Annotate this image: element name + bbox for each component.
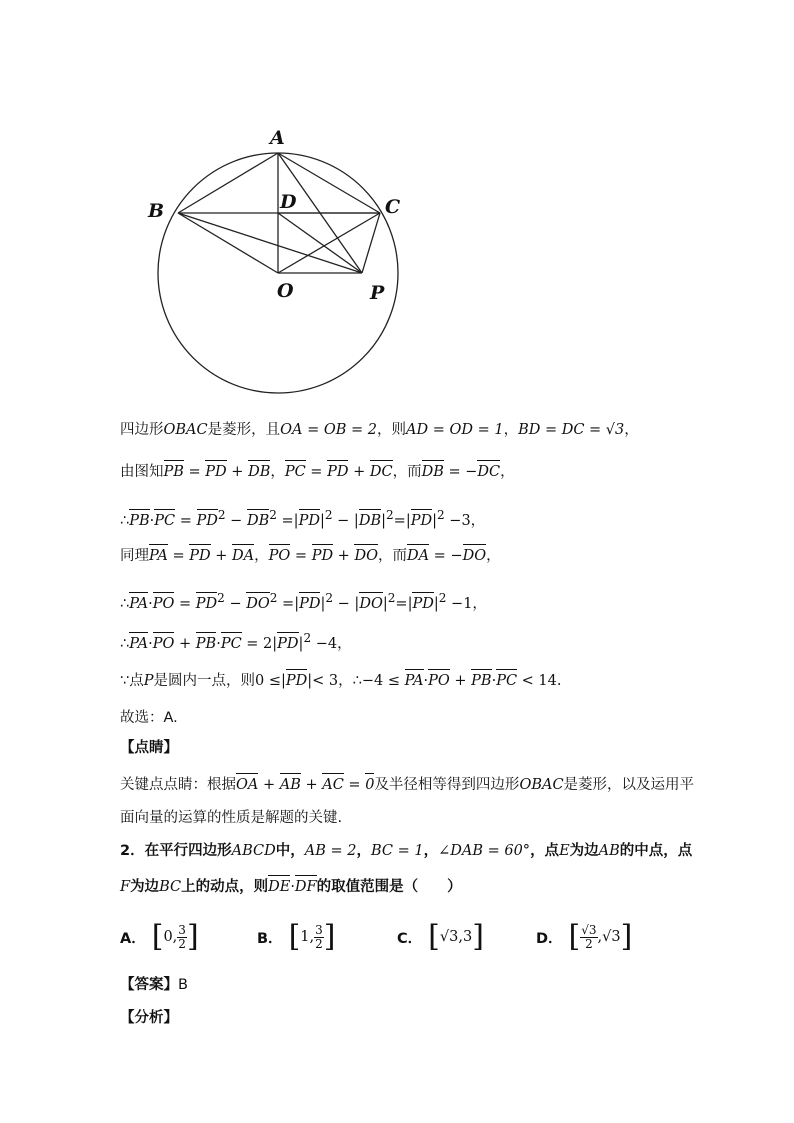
math: E (559, 843, 570, 859)
option-label: D． (536, 930, 563, 947)
text: 在平行四边形 (144, 843, 232, 859)
math: P (143, 673, 154, 689)
answer-value: B (178, 977, 188, 993)
text: 是菱形，以及运用平 (563, 777, 695, 793)
text: 为边 (569, 843, 599, 859)
key-point-line-1: 关键点点睛：根据OA + AB + AC = 0及半径相等得到四边形OBAC是菱形，以及运用平 (120, 777, 695, 793)
dianjing-heading: 【点睛】 (120, 740, 178, 756)
answer-line (120, 975, 188, 995)
text: 为边 (130, 879, 160, 895)
math: BC (159, 879, 182, 895)
label-P: P (370, 282, 385, 304)
option-b[interactable]: B． [ 1, $\frac{3}{2}$ ] (257, 919, 336, 954)
question-number: 2． (120, 843, 145, 859)
text: ∴ (120, 595, 130, 612)
math: AB (598, 843, 620, 859)
text: ∴ (120, 512, 130, 529)
label-A: A (270, 127, 285, 149)
text: ， (624, 422, 639, 438)
option-label: C． (397, 930, 423, 947)
option-label: B． (257, 930, 283, 947)
solution-line-6: ∴PA·PO + $PB\cdot PC = 2|PD|^2 -4$， (120, 631, 352, 652)
math: AD = OD = 1 (405, 422, 504, 438)
math: OBAC (163, 422, 208, 438)
text: 的取值范围是（ ） (316, 879, 462, 895)
option-a[interactable]: A． [ 0, $\frac{3}{2}$ ] (120, 919, 199, 954)
text: 是圆内一点，则 (153, 673, 255, 689)
analysis-heading: 【分析】 (120, 1010, 178, 1026)
math: OBAC (519, 777, 564, 793)
text: 的中点，点 (619, 843, 693, 859)
text: ， (356, 843, 371, 859)
math: F (120, 879, 131, 895)
math: AB = 2 (304, 843, 357, 859)
solution-line-3: ∴PB·PC = $PD^2 - DB^2 =|PD|^2 - |DB|^2=|PD|^2 -3$， (120, 508, 486, 529)
text: 关键点点睛：根据 (120, 777, 236, 793)
pick-answer: 故选：A. (120, 710, 178, 726)
solution-line-7: ∵点P是圆内一点，则0 ≤|PD|< 3，∴−4 ≤ PA·PO + PB·PC < 14. (120, 673, 562, 689)
label-D: D (280, 191, 297, 213)
label-O: O (277, 280, 294, 302)
solution-line-5: ∴PA·PO = $PD^2 - DO^2 =|PD|^2 - |DO|^2=|PD|^2 -1$， (120, 591, 487, 612)
math: ABCD (231, 843, 276, 859)
text: ， (423, 843, 439, 859)
geometry-figure (140, 120, 430, 400)
text: 同理 (120, 548, 149, 564)
text: ∴ (120, 635, 130, 652)
text: ，∴ (338, 673, 362, 689)
option-c[interactable]: C． [ √3,3 ] (397, 919, 484, 954)
math: ∠DAB = 60° (438, 843, 531, 859)
solution-line-2: 由图知PB = PD + DB，PC = PD + DC，而DB = −DC， (120, 464, 515, 480)
text: ∵点 (120, 673, 144, 689)
text: ，点 (530, 843, 560, 859)
option-label: A． (120, 930, 146, 947)
key-point-line-2: 面向量的运算的性质是解题的关键. (120, 810, 343, 826)
label-C: C (385, 196, 401, 218)
text: 四边形 (120, 422, 164, 438)
text: 是菱形，且 (207, 422, 281, 438)
math: OA = OB = 2 (280, 422, 377, 438)
label-B: B (148, 200, 165, 222)
text: 由图知 (120, 464, 164, 480)
math: BD = DC = √3 (518, 422, 625, 438)
question-2-line-1 (120, 841, 692, 861)
text: 中， (275, 843, 305, 859)
question-2-line-2: F为边BC上的动点，则DE·DF的取值范围是（ ） (120, 879, 462, 895)
option-d[interactable]: D． [ $\frac{√3}{2}$ ,√3 ] (536, 919, 633, 954)
text: 及半径相等得到四边形 (374, 777, 520, 793)
text: ， (503, 422, 519, 438)
text: ，则 (376, 422, 406, 438)
text: 上的动点，则 (181, 879, 269, 895)
answer-heading: 【答案】 (120, 977, 178, 993)
math: BC = 1 (370, 843, 424, 859)
solution-line-1 (120, 420, 639, 440)
solution-line-4: 同理PA = PD + DA，PO = PD + DO，而DA = −DO， (120, 548, 501, 564)
